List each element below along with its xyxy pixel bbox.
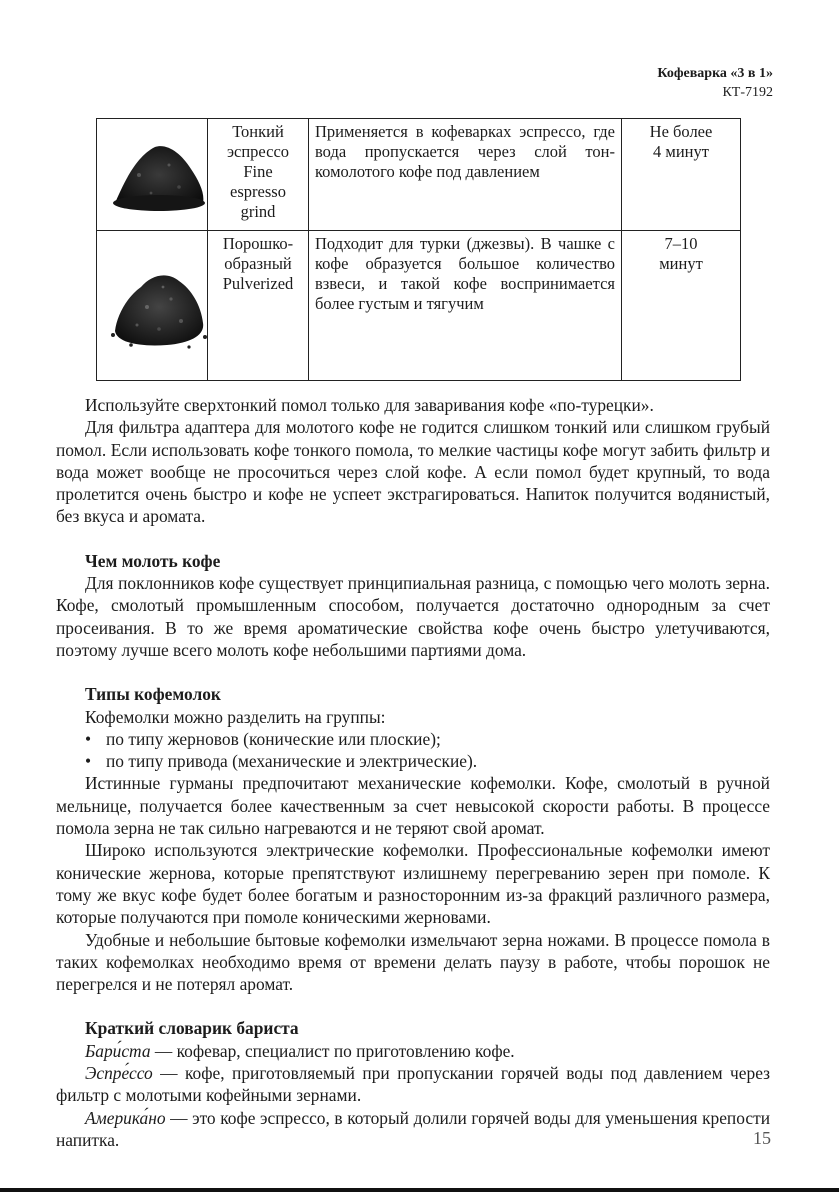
running-header	[657, 64, 773, 102]
dictionary-term: Америка́но	[85, 1107, 166, 1128]
fine-coffee-powder-image	[97, 119, 208, 231]
grind-name-fine: Тонкий эспрессо Fine espresso grind	[208, 119, 309, 231]
grind-time-pulverized: 7–10 минут	[622, 231, 741, 381]
body-text	[56, 394, 770, 1151]
grind-table	[96, 118, 741, 381]
paragraph: Удобные и небольшие бытовые кофемолки измельчают зерна ножами. В процессе помола в таких кофемолках необходимо время от времени делать паузу в работе, чтобы порошок не перегрелся и не потерял аромат.	[56, 929, 770, 995]
section-heading-types: Типы кофемолок	[85, 684, 221, 705]
header-model: КТ-7192	[722, 85, 773, 100]
pulverized-coffee-powder-image	[97, 231, 208, 381]
list-item: • по типу жерновов (конические или плоские);	[85, 728, 441, 749]
paragraph: Для фильтра адаптера для молотого кофе не годится слишком тонкий или слишком грубый помол. Если использовать кофе тонкого помола, то мелкие частицы кофе могут забить фильтр и вода может вообще не просочиться через слой кофе. А если помол будет крупный, то вода пролетится очень быстро и кофе не успеет экстрагироваться. Напиток получится водянистый, без вкуса и аромата.	[56, 417, 770, 527]
bullet-icon: •	[85, 728, 92, 749]
page-number: 15	[753, 1128, 771, 1148]
dictionary-entry: Бари́ста — кофевар, специалист по приготовлению кофе.	[85, 1040, 515, 1061]
grind-name-pulverized: Порошко- образный Pulverized	[208, 231, 309, 381]
paragraph: Используйте сверхтонкий помол только для заваривания кофе «по-турецки».	[85, 395, 654, 415]
grind-time-fine: Не более 4 минут	[622, 119, 741, 231]
dictionary-term: Эспре́ссо	[85, 1063, 153, 1084]
header-product: Кофеварка «3 в 1»	[657, 66, 773, 81]
paragraph: Кофемолки можно разделить на группы:	[85, 706, 386, 727]
table-row	[97, 119, 741, 231]
dictionary-entry: Эспре́ссо — кофе, приготовляемый при пропускании горячей воды под давлением через фильтр с молотыми кофейными зернами.	[56, 1063, 770, 1106]
grind-description-fine: Применяется в кофеварках эспрессо, где вода пропускается через слой тонкомолотого кофе под давлением	[309, 119, 622, 231]
dictionary-term: Бари́ста	[85, 1040, 151, 1061]
list-item: • по типу привода (механические и электрические).	[85, 751, 478, 772]
paragraph: Широко используются электрические кофемолки. Профессиональные кофемолки имеют конические жернова, которые препятствуют излишнему перегреванию зерен при помоле. К тому же вкус кофе будет более богатым и разносторонним из-за фракций различного размера, которые получаются при помоле коническими жерновами.	[56, 840, 770, 928]
paragraph: Для поклонников кофе существует принципиальная разница, с помощью чего молоть зерна. Кофе, смолотый промышленным способом, получается достаточно однородным за счет просеивания. В то же время ароматические свойства кофе очень быстро улетучиваются, поэтому лучше всего молоть кофе небольшими партиями дома.	[56, 573, 770, 660]
section-heading-grind: Чем молоть кофе	[85, 550, 221, 571]
bottom-divider	[0, 1188, 839, 1192]
grinder-type-list	[56, 728, 770, 773]
table-row	[97, 231, 741, 381]
bullet-icon: •	[85, 751, 92, 772]
dictionary-entry: Америка́но — это кофе эспрессо, в который долили горячей воды для уменьшения крепости напитка.	[56, 1107, 770, 1150]
grind-description-pulverized: Подходит для турки (джезвы). В чашке с кофе образуется большое количество взвеси, и такой кофе воспринимается более густым и тягучим	[309, 231, 622, 381]
paragraph: Истинные гурманы предпочитают механические кофемолки. Кофе, смолотый в ручной мельнице, получается более качественным за счет невысокой скорости работы. В процессе помола зерна не так сильно нагреваются и не теряют свой аромат.	[56, 773, 770, 839]
section-heading-dictionary: Краткий словарик бариста	[85, 1018, 299, 1039]
